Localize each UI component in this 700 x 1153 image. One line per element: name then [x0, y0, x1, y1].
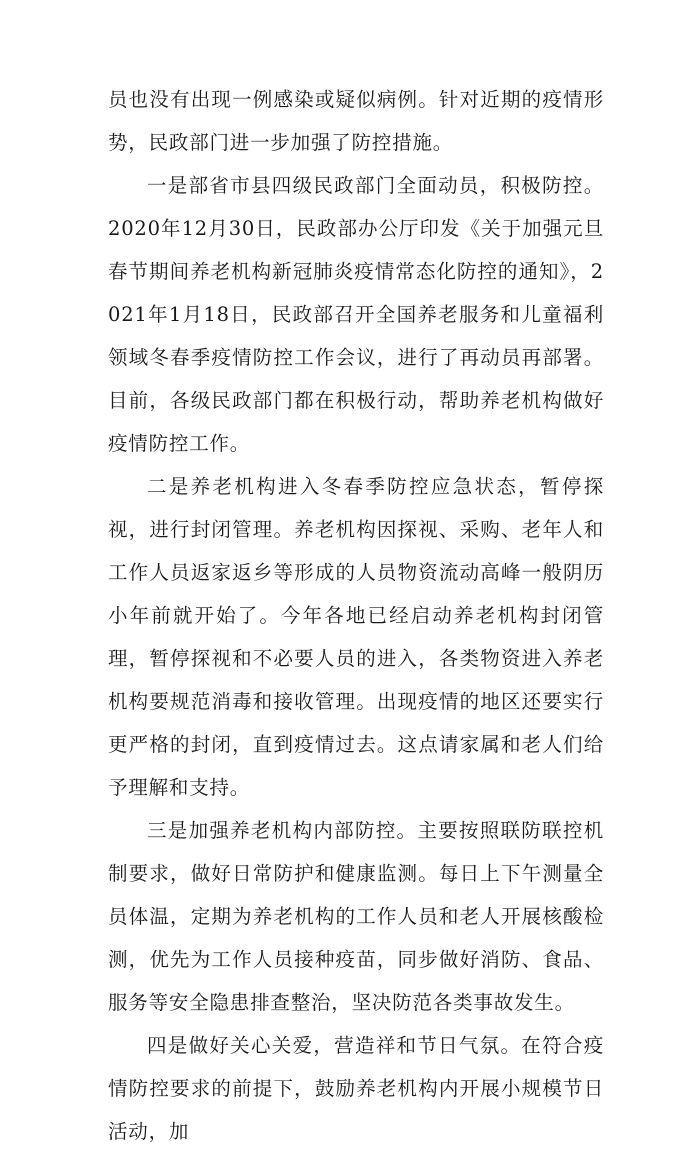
document-body	[108, 78, 604, 1153]
paragraph-point-one: 一是部省市县四级民政部门全面动员，积极防控。2020年12月30日，民政部办公厅印发《关于加强元旦春节期间养老机构新冠肺炎疫情常态化防控的通知》，2021年1月18日，民政部召开全国养老服务和儿童福利领域冬春季疫情防控工作会议，进行了再动员再部署。目前，各级民政部门都在积极行动，帮助养老机构做好疫情防控工作。	[108, 174, 604, 455]
paragraph-point-two: 二是养老机构进入冬春季防控应急状态，暂停探视，进行封闭管理。养老机构因探视、采购、老年人和工作人员返家返乡等形成的人员物资流动高峰一般阴历小年前就开始了。今年各地已经启动养老机构封闭管理，暂停探视和不必要人员的进入，各类物资进入养老机构要规范消毒和接收管理。出现疫情的地区还要实行更严格的封闭，直到疫情过去。这点请家属和老人们给予理解和支持。	[108, 475, 604, 799]
paragraph-point-four: 四是做好关心关爱，营造祥和节日气氛。在符合疫情防控要求的前提下，鼓励养老机构内开展小规模节日活动，加	[108, 1034, 604, 1143]
paragraph-continuation: 员也没有出现一例感染或疑似病例。针对近期的疫情形势，民政部门进一步加强了防控措施。	[108, 88, 604, 154]
paragraph-point-three: 三是加强养老机构内部防控。主要按照联防联控机制要求，做好日常防护和健康监测。每日上下午测量全员体温，定期为养老机构的工作人员和老人开展核酸检测，优先为工作人员接种疫苗，同步做好消防、食品、服务等安全隐患排查整治，坚决防范各类事故发生。	[108, 819, 604, 1014]
